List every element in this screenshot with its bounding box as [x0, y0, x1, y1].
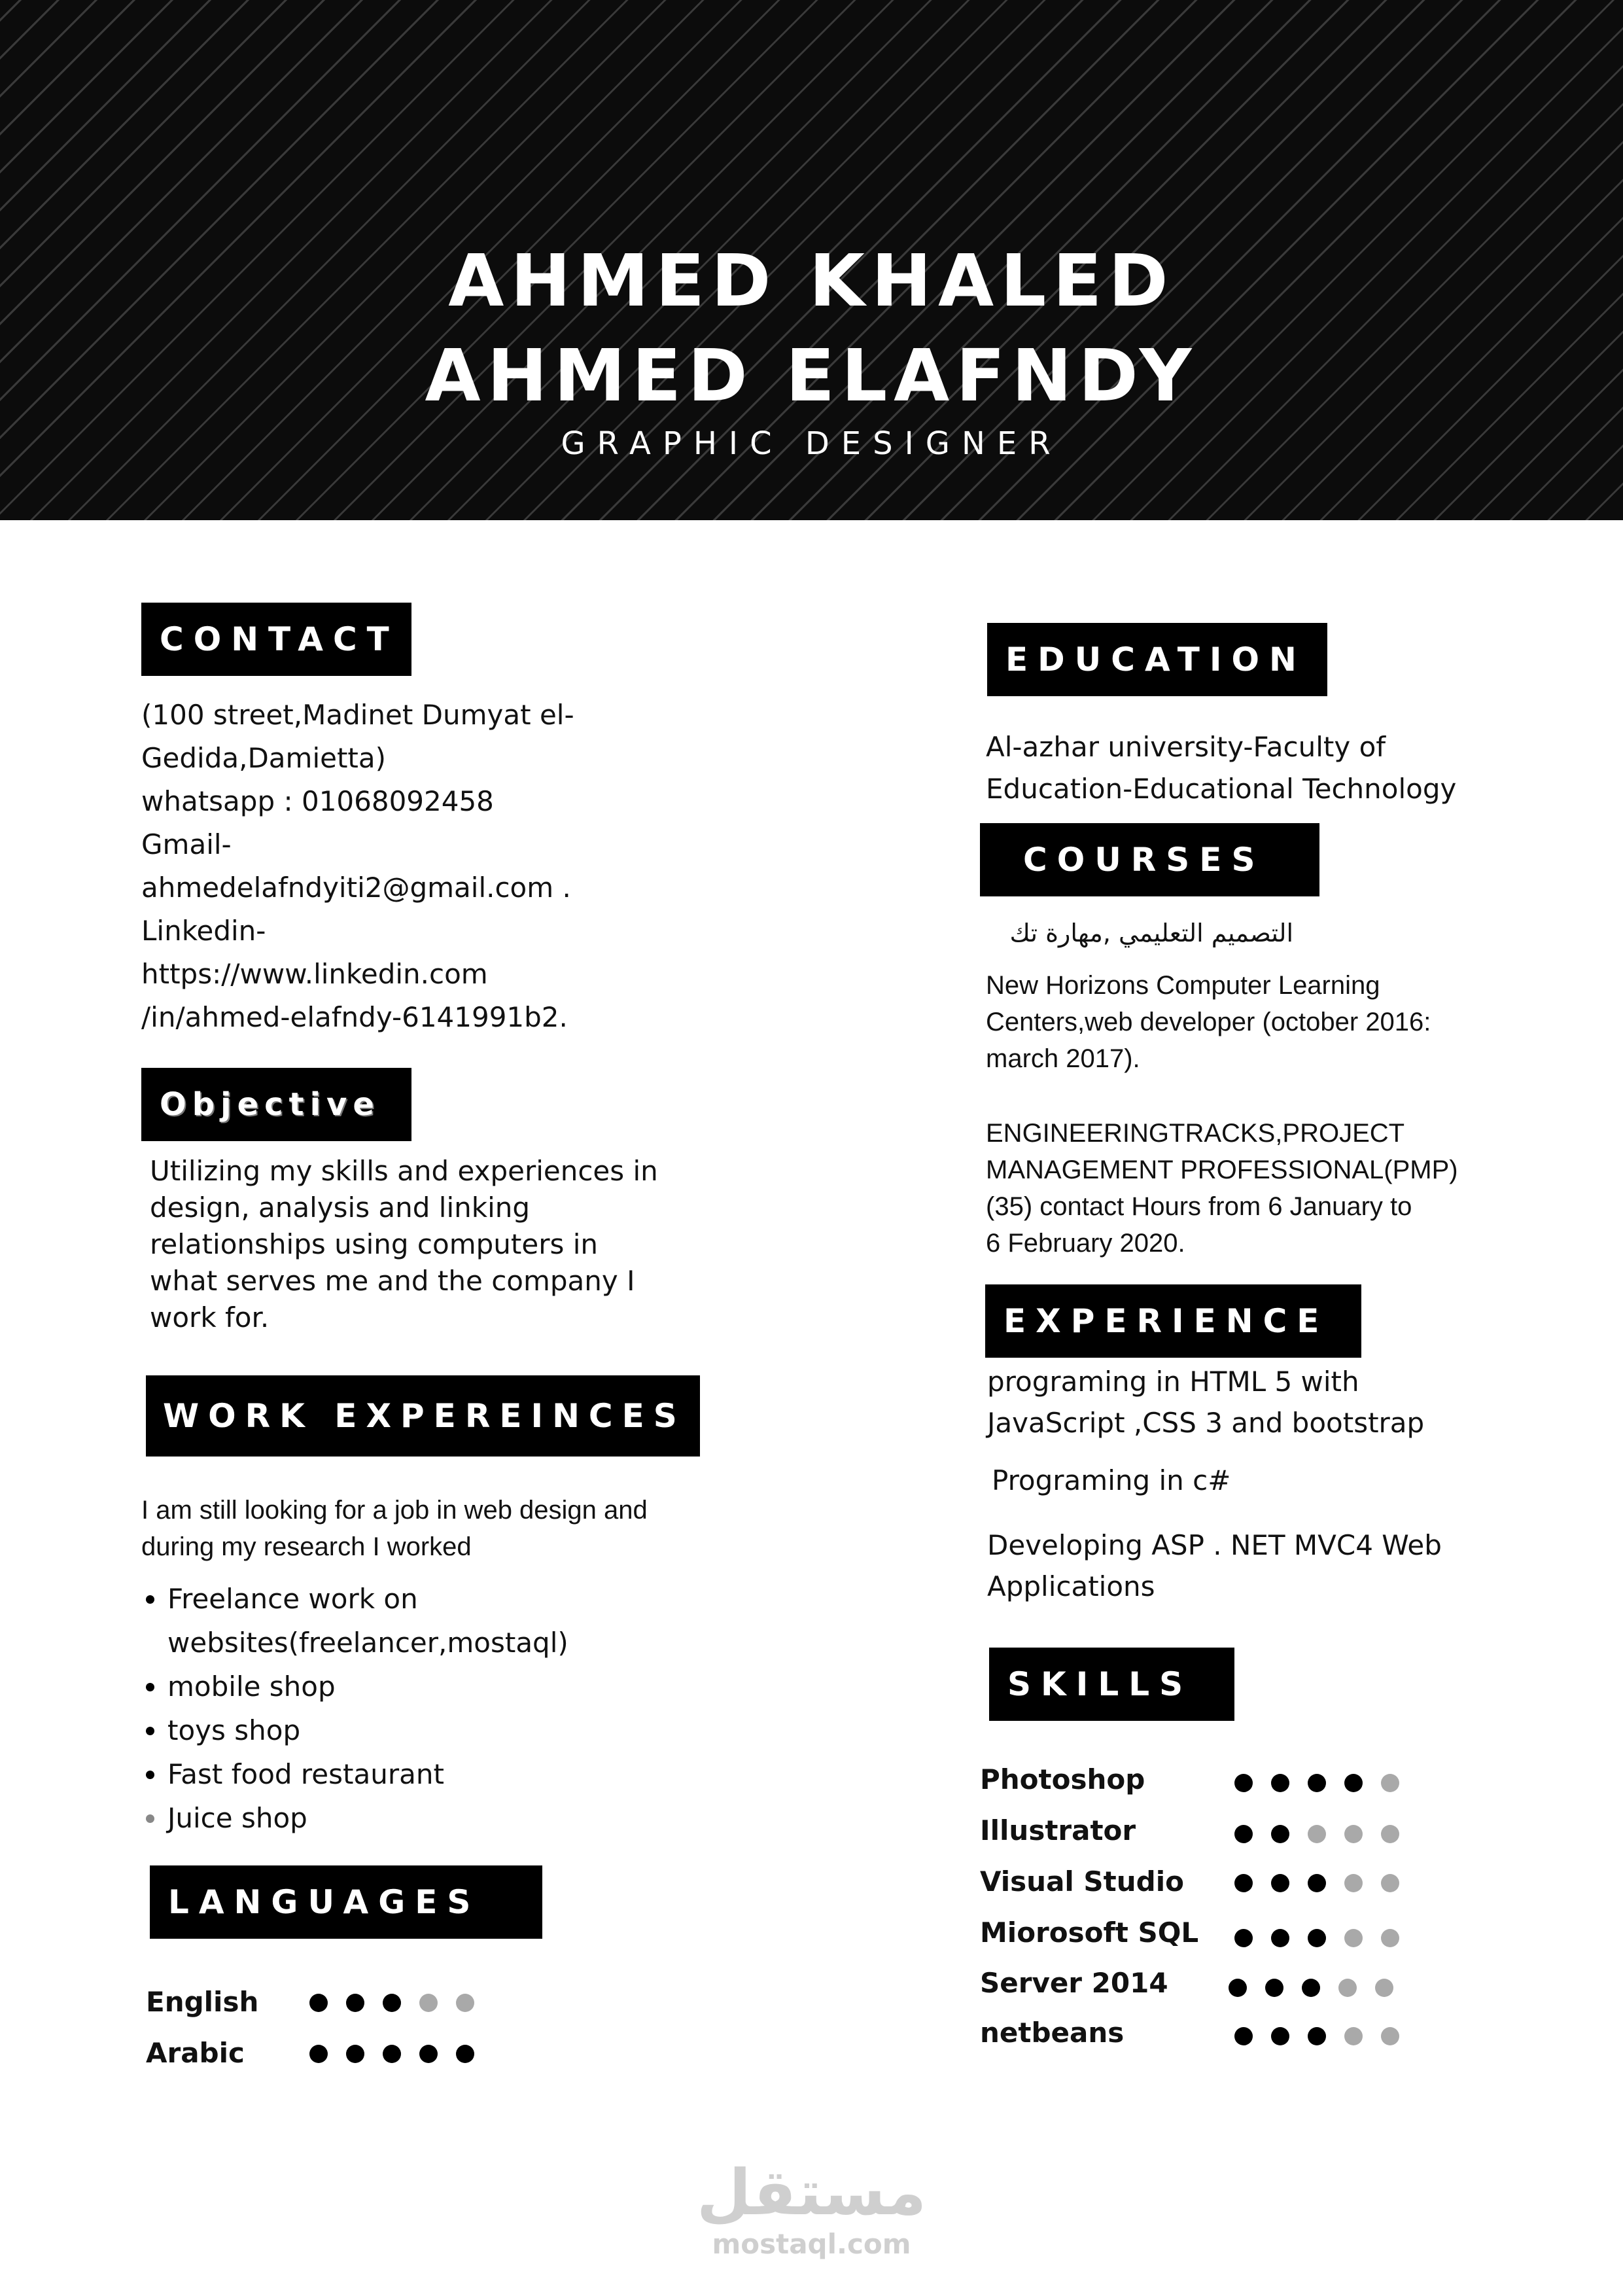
skill-name: Photoshop — [980, 1763, 1145, 1795]
contact-line: Linkedin- — [141, 915, 266, 947]
rating-dot-empty — [1344, 1874, 1363, 1892]
rating-dot-empty — [1381, 1774, 1399, 1792]
rating-dot-filled — [1271, 1929, 1289, 1947]
work-intro — [141, 1492, 730, 1565]
rating-dot-empty — [1381, 1874, 1399, 1892]
rating-dot-filled — [1344, 1774, 1363, 1792]
rating-dot-empty — [1381, 2027, 1399, 2045]
course-line: Centers,web developer (october 2016: — [986, 1008, 1431, 1036]
language-name: Arabic — [146, 2037, 245, 2069]
rating-dot-empty — [1338, 1979, 1357, 1997]
course-line: New Horizons Computer Learning — [986, 971, 1380, 1000]
experience-line: programing in HTML 5 with — [987, 1366, 1359, 1398]
education-line: Al-azhar university-Faculty of — [986, 731, 1386, 763]
watermark-url: mostaql.com — [712, 2228, 911, 2260]
skill-name: Illustrator — [980, 1814, 1136, 1846]
experience-line: Applications — [987, 1570, 1155, 1602]
objective-line: relationships using computers in — [150, 1228, 598, 1260]
skill-rating — [1229, 1979, 1393, 1997]
objective-line: Utilizing my skills and experiences in — [150, 1155, 658, 1187]
contact-linkedin: /in/ahmed-elafndy-6141991b2. — [141, 1001, 568, 1033]
course-line: MANAGEMENT PROFESSIONAL(PMP) — [986, 1156, 1458, 1184]
contact-whatsapp: whatsapp : 01068092458 — [141, 785, 494, 817]
rating-dot-filled — [1271, 1825, 1289, 1843]
rating-dot-filled — [383, 1994, 401, 2012]
rating-dot-empty — [1381, 1929, 1399, 1947]
rating-dot-filled — [346, 2045, 364, 2063]
contact-linkedin: https://www.linkedin.com — [141, 958, 488, 990]
work-item: • Fast food restaurant — [167, 1752, 756, 1796]
skill-rating — [1234, 1874, 1399, 1892]
contact-line: Gedida,Damietta) — [141, 742, 387, 774]
rating-dot-empty — [1344, 1825, 1363, 1843]
courses-block-1 — [986, 967, 1575, 1077]
rating-dot-filled — [1234, 1774, 1253, 1792]
rating-dot-filled — [456, 2045, 474, 2063]
courses-heading: COURSES — [980, 823, 1319, 896]
rating-dot-filled — [1271, 1774, 1289, 1792]
skills-heading: SKILLS — [989, 1648, 1234, 1721]
education-text — [986, 726, 1575, 810]
rating-dot-empty — [1344, 1929, 1363, 1947]
skill-name: Miorosoft SQL — [980, 1916, 1199, 1949]
name-line-2: AHMED ELAFNDY — [425, 334, 1198, 417]
name-line-1: AHMED KHALED — [448, 239, 1175, 323]
rating-dot-empty — [1381, 1825, 1399, 1843]
skill-rating — [1234, 1929, 1399, 1947]
course-line: march 2017). — [986, 1044, 1140, 1073]
work-intro-line: during my research I worked — [141, 1532, 472, 1561]
work-item: • Juice shop — [167, 1796, 756, 1840]
rating-dot-filled — [309, 2045, 328, 2063]
rating-dot-filled — [309, 1994, 328, 2012]
rating-dot-filled — [1229, 1979, 1247, 1997]
education-heading: EDUCATION — [987, 623, 1327, 696]
course-line: 6 February 2020. — [986, 1229, 1185, 1258]
watermark-logo: مستقل — [696, 2156, 927, 2229]
experience-item-2: Programing in c# — [992, 1464, 1231, 1496]
rating-dot-filled — [1265, 1979, 1283, 1997]
courses-block-2 — [986, 1115, 1575, 1262]
rating-dot-empty — [1308, 1825, 1326, 1843]
rating-dot-filled — [1308, 1774, 1326, 1792]
work-intro-line: I am still looking for a job in web design and — [141, 1496, 648, 1525]
work-heading: WORK EXPEREINCES — [146, 1375, 700, 1457]
languages-heading: LANGUAGES — [150, 1865, 542, 1939]
rating-dot-filled — [1271, 1874, 1289, 1892]
contact-block — [141, 694, 665, 1039]
language-name: English — [146, 1986, 259, 2018]
skill-name: Server 2014 — [980, 1967, 1168, 1999]
rating-dot-filled — [1308, 1929, 1326, 1947]
rating-dot-filled — [1302, 1979, 1320, 1997]
skill-name: Visual Studio — [980, 1865, 1184, 1898]
experience-heading: EXPERIENCE — [985, 1284, 1361, 1358]
skill-rating — [1234, 1774, 1399, 1792]
experience-line: JavaScript ,CSS 3 and bootstrap — [987, 1407, 1425, 1439]
education-line: Education-Educational Technology — [986, 773, 1457, 805]
language-rating — [309, 2045, 474, 2063]
objective-line: design, analysis and linking — [150, 1192, 531, 1224]
skill-name: netbeans — [980, 2017, 1125, 2049]
rating-dot-empty — [419, 1994, 438, 2012]
work-item: • Freelance work on websites(freelancer,mostaql) — [167, 1577, 573, 1665]
skill-rating — [1234, 1825, 1399, 1843]
work-list — [131, 1577, 756, 1840]
rating-dot-empty — [1375, 1979, 1393, 1997]
contact-line: (100 street,Madinet Dumyat el- — [141, 699, 574, 731]
experience-line: Developing ASP . NET MVC4 Web — [987, 1529, 1442, 1561]
rating-dot-filled — [1234, 1929, 1253, 1947]
objective-text — [150, 1153, 706, 1336]
course-line: ENGINEERINGTRACKS,PROJECT — [986, 1119, 1405, 1148]
contact-email: ahmedelafndyiti2@gmail.com . — [141, 872, 571, 904]
objective-line: work for. — [150, 1301, 270, 1333]
skill-rating — [1234, 2027, 1399, 2045]
work-item: • toys shop — [167, 1708, 756, 1752]
rating-dot-filled — [1234, 1825, 1253, 1843]
experience-item-3 — [987, 1525, 1576, 1607]
objective-line: what serves me and the company I — [150, 1265, 635, 1297]
contact-heading: CONTACT — [141, 603, 411, 676]
rating-dot-filled — [1271, 2027, 1289, 2045]
language-rating — [309, 1994, 474, 2012]
objective-heading: Objective — [141, 1068, 411, 1141]
rating-dot-empty — [1344, 2027, 1363, 2045]
rating-dot-filled — [419, 2045, 438, 2063]
course-line: (35) contact Hours from 6 January to — [986, 1192, 1412, 1221]
courses-arabic: التصميم التعليمي ,مهارة تك — [1009, 919, 1293, 947]
rating-dot-filled — [1234, 1874, 1253, 1892]
experience-item-1 — [987, 1361, 1576, 1443]
rating-dot-filled — [1308, 1874, 1326, 1892]
rating-dot-filled — [346, 1994, 364, 2012]
job-title: GRAPHIC DESIGNER — [561, 425, 1062, 462]
rating-dot-filled — [1308, 2027, 1326, 2045]
rating-dot-empty — [456, 1994, 474, 2012]
rating-dot-filled — [383, 2045, 401, 2063]
work-item: • mobile shop — [167, 1665, 756, 1708]
rating-dot-filled — [1234, 2027, 1253, 2045]
contact-line: Gmail- — [141, 828, 232, 860]
